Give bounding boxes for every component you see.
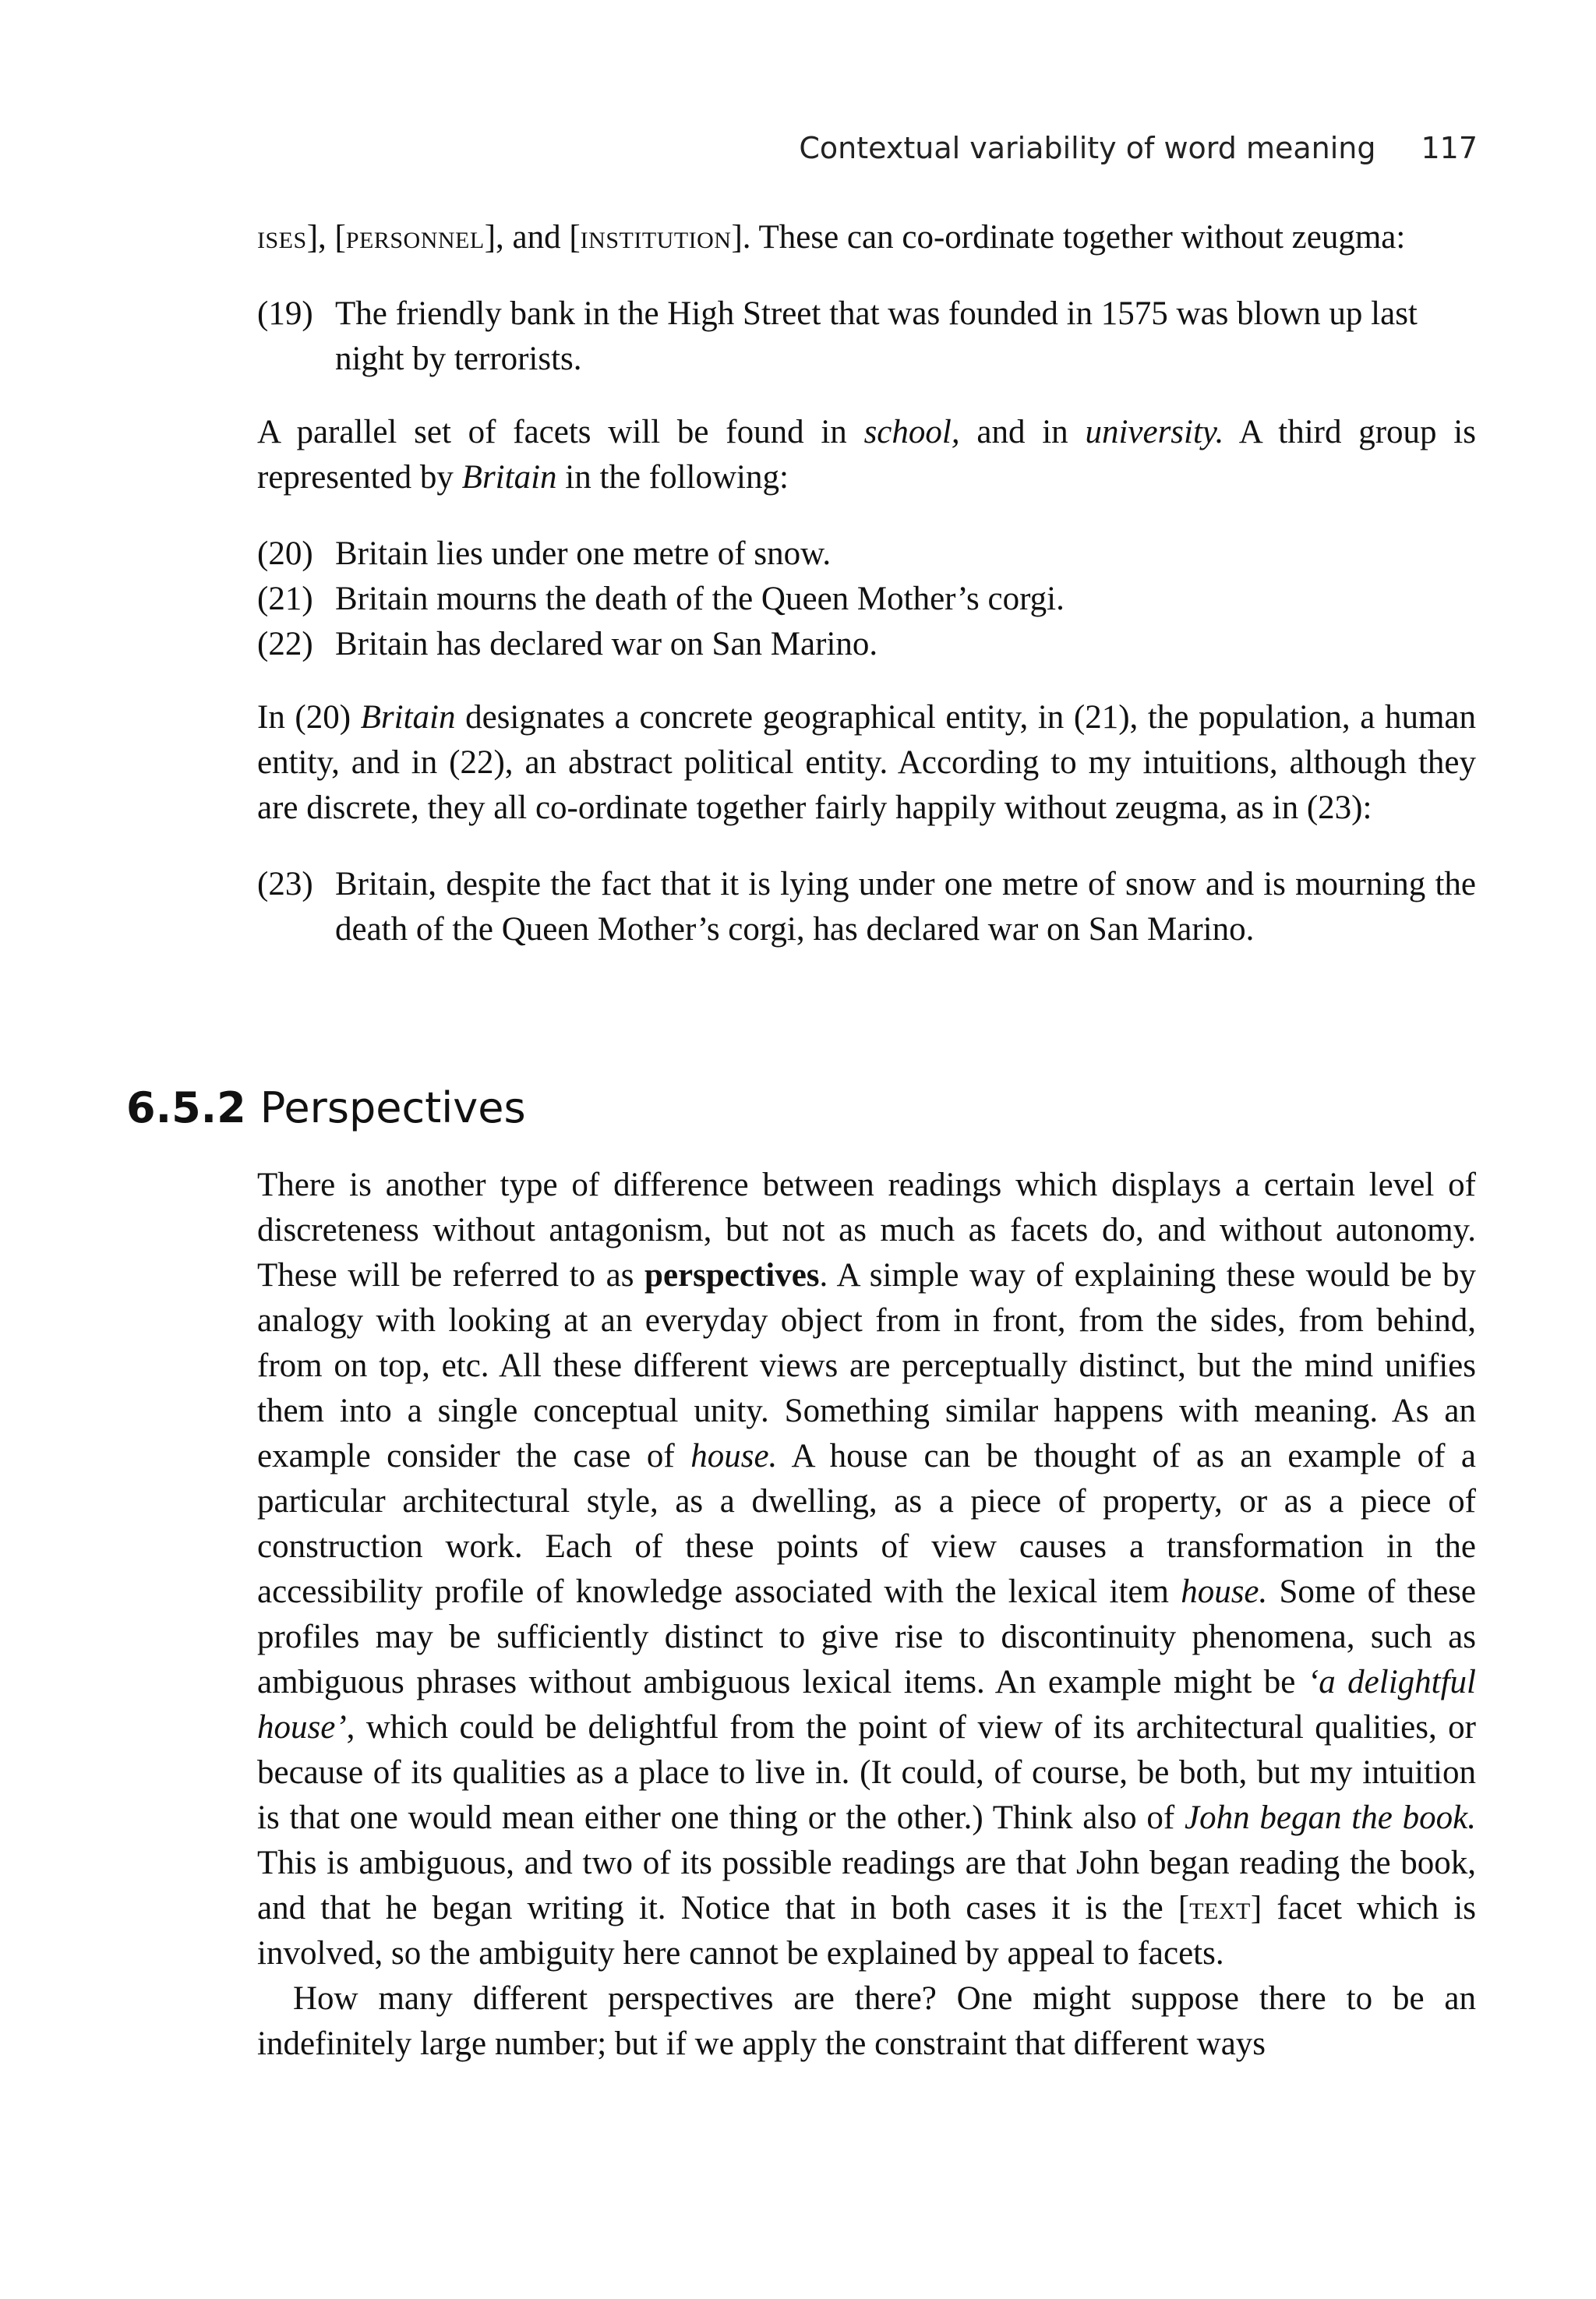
small-caps-term: text [1189,1890,1251,1926]
example-text: Britain, despite the fact that it is lying under one metre of snow and is mourning the death of the Queen Mother’s corgi, has declared war on San Marino. [335,866,1476,948]
text-run: and in [959,414,1086,450]
text-run: A third group is represented by [257,414,1476,496]
example-group-23 [257,862,1476,952]
paragraph-facets-intro [257,215,1476,260]
italic-term: Britain [360,699,456,736]
example-text: Britain lies under one metre of snow. [335,535,832,572]
example-22 [257,622,1476,667]
text-run: . A simple way of explaining these would be by analogy with looking at an everyday object from in front, from the sides, from behind, from on top, etc. All these different views are perceptually distinct, but the mind unifies them into a single conceptual unity. Something similar happens with meaning. As an example consider the case of [257,1257,1477,1474]
text-run: In (20) [257,699,361,736]
text-run: This is ambiguous, and two of its possible readings are that John began reading the book, and that he began writing it. Notice that in both cases it is the [ [257,1845,1476,1926]
bold-term: perspectives [644,1257,820,1294]
text-run: ], [ [306,219,346,256]
example-20 [257,531,1476,577]
page-number: 117 [1421,131,1478,165]
example-text: The friendly bank in the High Street that was founded in 1575 was blown up last night by terrorists. [335,295,1418,377]
text-run: in the following: [556,459,789,496]
text-run: designates a concrete geographical entity, in (21), the population, a human entity, and in (22), an abstract political entity. According to my intuitions, although they are discrete, they all co-ordinate together fairly happily without zeugma, as in (23): [257,699,1476,826]
paragraph-how-many: How many different perspectives are there? One might suppose there to be an indefinitely large number; but if we apply the constraint that different ways [257,1980,1476,2062]
italic-term: John began the book. [1185,1799,1476,1836]
example-23 [257,862,1476,952]
example-number: (23) [257,866,313,902]
example-text: Britain mourns the death of the Queen Mother’s corgi. [335,581,1065,617]
italic-term: school, [863,414,960,450]
example-number: (22) [257,626,313,662]
section-heading [126,1083,526,1132]
paragraph-britain [257,695,1476,831]
text-run: A parallel set of facets will be found in [257,414,864,450]
running-title: Contextual variability of word meaning [799,131,1376,165]
example-21 [257,577,1476,622]
italic-term: Britain [461,459,557,496]
example-number: (20) [257,535,313,572]
italic-term: university. [1085,414,1224,450]
small-caps-term: personnel [345,219,485,256]
text-run: There is another type of difference between readings which displays a certain level of discreteness without antagonism, but not as much as facets do, and without autonomy. These will be referred to as [257,1167,1476,1294]
italic-term: house. [690,1438,778,1474]
paragraph-perspectives [257,1163,1476,1976]
example-19 [257,291,1476,382]
text-run: ]. These can co-ordinate together without zeugma: [731,219,1406,256]
example-group-19 [257,291,1476,382]
example-number: (19) [257,295,313,332]
text-run: Some of these profiles may be sufficiently distinct to give rise to discontinuity phenomena, such as ambiguous phrases without ambiguous lexical items. An example might be [257,1573,1476,1700]
example-text: Britain has declared war on San Marino. [335,626,878,662]
example-group-20-22 [257,531,1476,667]
bottom-text-block [257,1163,1476,2067]
section-title: Perspectives [260,1083,526,1132]
text-run: ], and [ [484,219,581,256]
text-run: ] facet which is involved, so the ambiguity here cannot be explained by appeal to facets. [257,1890,1476,1972]
example-number: (21) [257,581,313,617]
italic-term: house. [1181,1573,1268,1610]
running-header [799,131,1478,165]
section-number: 6.5.2 [126,1083,246,1132]
small-caps-term: institution [580,219,732,256]
text-run: , which could be delightful from the point of view of its architectural qualities, or because of its qualities as a place to live in. (It could, of course, be both, but my intuition is that one would mean either one thing or the other.) Think also of [257,1709,1476,1836]
top-text-block [257,215,1476,980]
italic-term: ‘a delightful house’ [257,1664,1476,1746]
text-run: A house can be thought of as an example of a particular architectural style, as a dwelling, as a piece of property, or as a piece of construction work. Each of these points of view causes a transformation in the accessibility profile of knowledge associated with the lexical item [257,1438,1476,1610]
small-caps-term: ises [257,219,307,256]
paragraph-parallel-facets [257,410,1476,500]
